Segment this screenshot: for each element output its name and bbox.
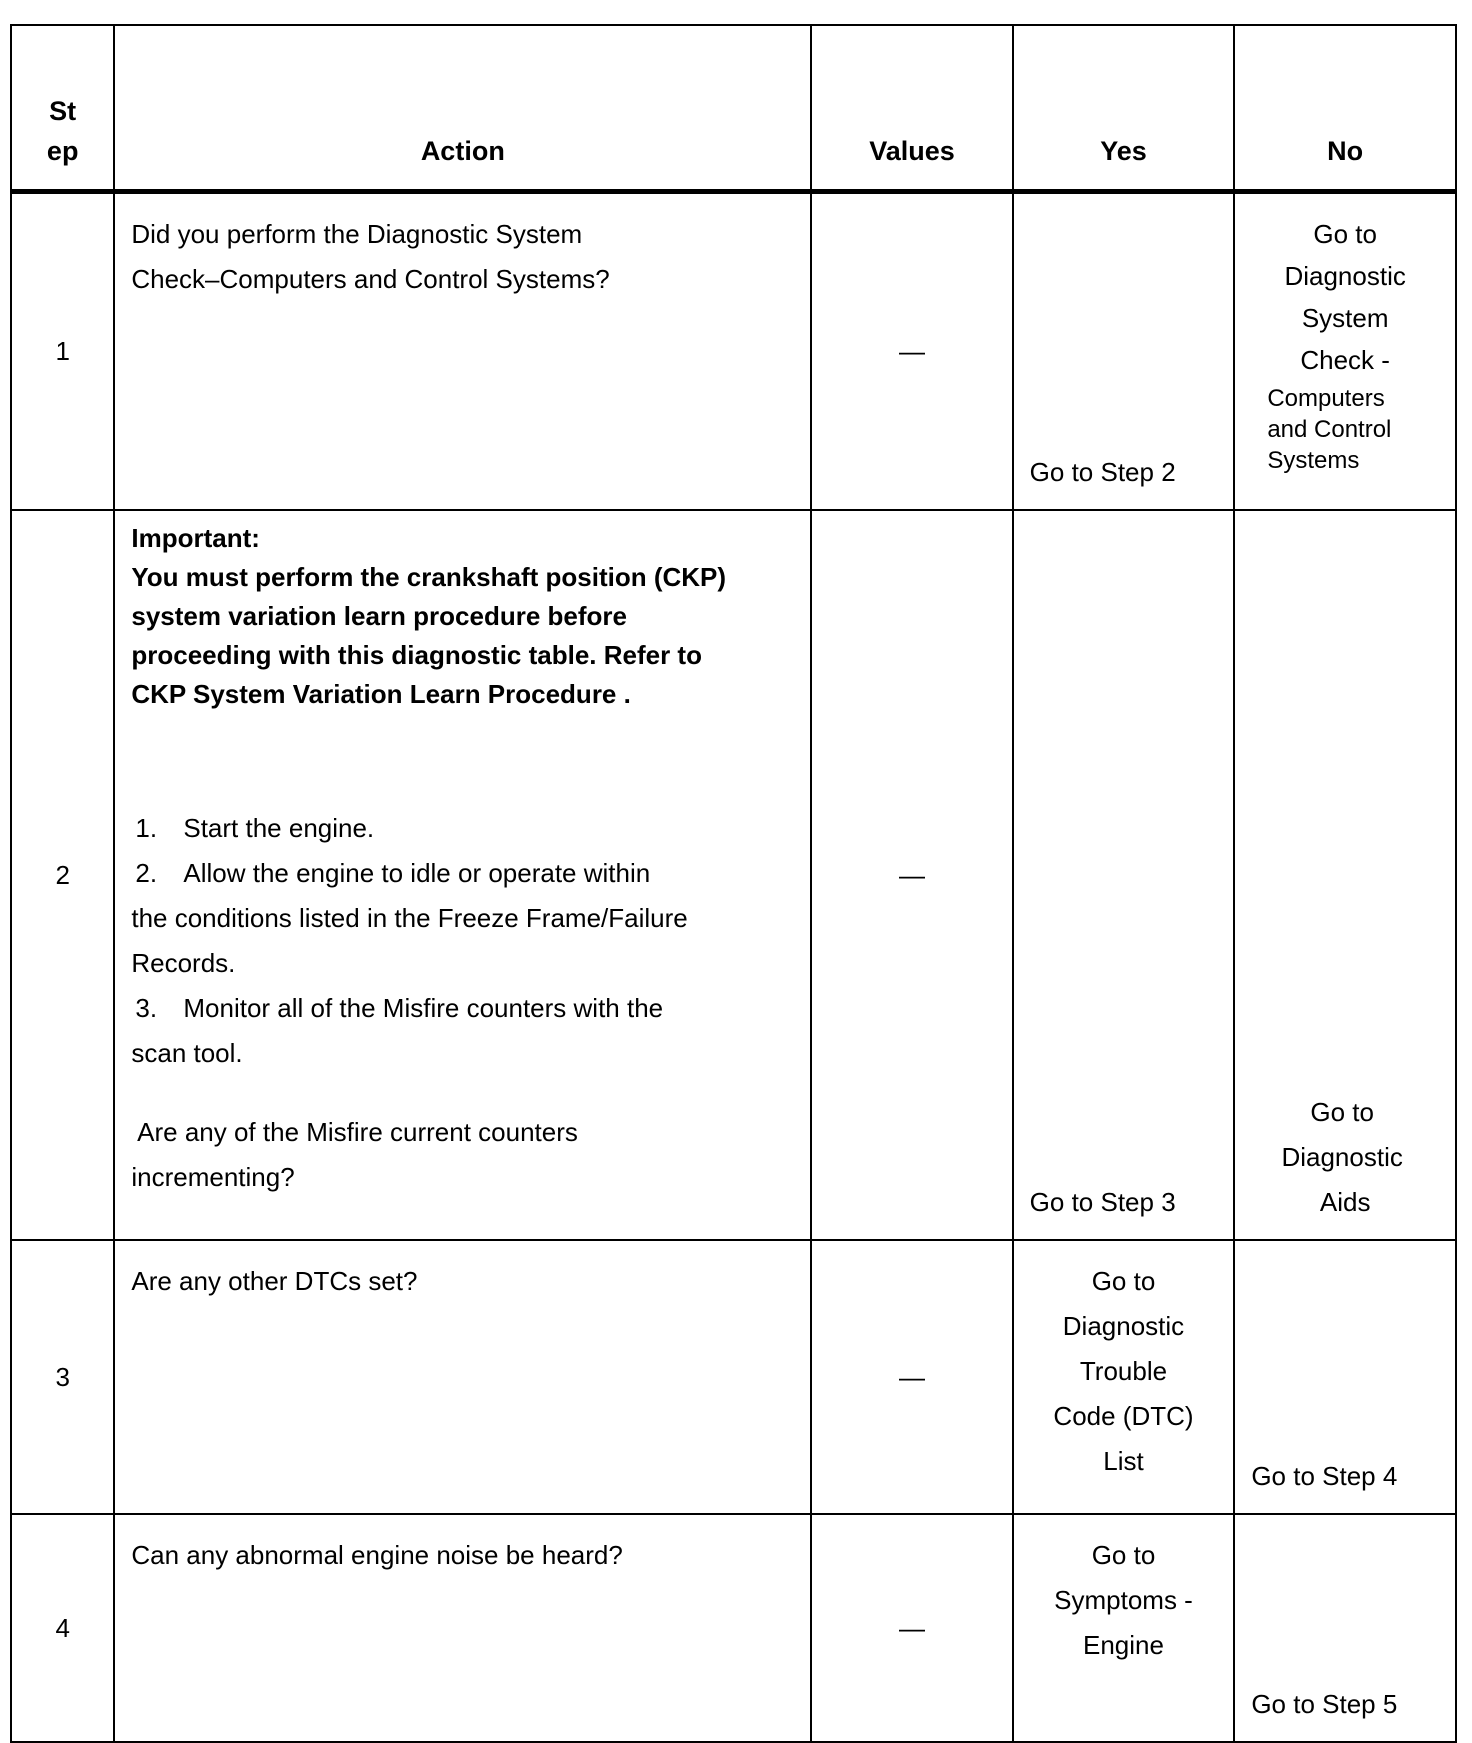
- procedure-step: [131, 851, 796, 896]
- header-step-line-2: ep: [46, 136, 79, 166]
- important-line-ckp-link[interactable]: CKP System Variation Learn Procedure .: [131, 679, 631, 709]
- no-line: Diagnostic: [1281, 1142, 1403, 1172]
- no-line: Aids: [1319, 1187, 1371, 1217]
- yes-line: Engine: [1083, 1630, 1164, 1660]
- important-line: Important:: [131, 523, 260, 553]
- step-text: scan tool.: [131, 1038, 243, 1068]
- important-line: proceeding with this diagnostic table. Refer to: [131, 640, 702, 670]
- no-line: and Control: [1267, 416, 1392, 443]
- values-cell: —: [811, 192, 1012, 511]
- yes-link-step-3[interactable]: Go to Step 3: [1029, 1187, 1176, 1217]
- no-cell: [1234, 1514, 1456, 1742]
- important-line: system variation learn procedure before: [131, 601, 627, 631]
- header-row: [11, 25, 1456, 192]
- no-cell: [1234, 192, 1456, 511]
- no-link-step-4[interactable]: Go to Step 4: [1251, 1461, 1398, 1491]
- yes-cell: [1013, 1240, 1235, 1514]
- action-cell: [114, 1514, 811, 1742]
- question-line: Are any of the Misfire current counters: [131, 1117, 578, 1147]
- important-line: You must perform the crankshaft position (CKP): [131, 562, 727, 592]
- step-index: 1.: [135, 813, 158, 843]
- yes-cell: [1013, 192, 1235, 511]
- header-no: No: [1234, 25, 1456, 192]
- no-link-diagnostic-system-check[interactable]: [1235, 194, 1455, 476]
- step-text: Start the engine.: [183, 813, 375, 843]
- action-line: Are any other DTCs set?: [131, 1266, 418, 1296]
- question-line: incrementing?: [131, 1162, 295, 1192]
- diagnostic-table: [10, 24, 1457, 1743]
- step-number: 4: [11, 1514, 114, 1742]
- no-line: Systems: [1267, 447, 1360, 474]
- table-row: [11, 192, 1456, 511]
- yes-cell: [1013, 1514, 1235, 1742]
- step-text: Allow the engine to idle or operate within: [183, 858, 651, 888]
- header-values: Values: [811, 25, 1012, 192]
- values-cell: —: [811, 510, 1012, 1240]
- important-note: [131, 519, 796, 714]
- yes-link-symptoms-engine[interactable]: [1014, 1515, 1234, 1668]
- no-link-step-5[interactable]: Go to Step 5: [1251, 1689, 1398, 1719]
- yes-link-dtc-list[interactable]: [1014, 1241, 1234, 1484]
- yes-line: Trouble: [1079, 1356, 1168, 1386]
- yes-line: List: [1103, 1446, 1144, 1476]
- table-row: [11, 1514, 1456, 1742]
- procedure-step: [131, 986, 796, 1031]
- table-row: [11, 510, 1456, 1240]
- no-cell: [1234, 510, 1456, 1240]
- yes-cell: [1013, 510, 1235, 1240]
- step-number: 2: [11, 510, 114, 1240]
- procedure-steps: [131, 806, 796, 1076]
- header-step: [11, 25, 114, 192]
- no-line: Computers: [1267, 385, 1385, 412]
- step-text: Records.: [131, 948, 236, 978]
- header-step-line-1: St: [49, 96, 77, 126]
- no-line: Go to: [1313, 219, 1377, 249]
- step-number: 1: [11, 192, 114, 511]
- question: [131, 1110, 796, 1200]
- yes-line: Symptoms -: [1054, 1585, 1193, 1615]
- action-line: Can any abnormal engine noise be heard?: [131, 1540, 623, 1570]
- yes-line: Go to: [1091, 1266, 1156, 1296]
- yes-line: Code (DTC): [1053, 1401, 1194, 1431]
- table-row: [11, 1240, 1456, 1514]
- step-index: 2.: [135, 858, 158, 888]
- step-index: 3.: [135, 993, 158, 1023]
- no-line: Diagnostic: [1284, 261, 1406, 291]
- step-text: the conditions listed in the Freeze Frame/Failure: [131, 903, 688, 933]
- no-link-diagnostic-aids[interactable]: [1235, 1090, 1455, 1225]
- yes-line: Go to: [1091, 1540, 1156, 1570]
- no-line: Go to: [1310, 1097, 1374, 1127]
- no-line: Check -: [1300, 345, 1390, 375]
- header-yes: Yes: [1013, 25, 1235, 192]
- values-cell: —: [811, 1240, 1012, 1514]
- no-line: System: [1301, 303, 1389, 333]
- action-cell: [114, 510, 811, 1240]
- action-line: Check–Computers and Control Systems?: [131, 264, 610, 294]
- step-number: 3: [11, 1240, 114, 1514]
- action-cell: [114, 192, 811, 511]
- no-small-lines: [1235, 383, 1455, 476]
- yes-link-step-2[interactable]: Go to Step 2: [1029, 457, 1176, 487]
- step-text: Monitor all of the Misfire counters with the: [183, 993, 664, 1023]
- no-cell: [1234, 1240, 1456, 1514]
- yes-line: Diagnostic: [1062, 1311, 1185, 1341]
- procedure-step: [131, 806, 796, 851]
- action-line: Did you perform the Diagnostic System: [131, 219, 583, 249]
- header-action: Action: [114, 25, 811, 192]
- action-cell: [114, 1240, 811, 1514]
- values-cell: —: [811, 1514, 1012, 1742]
